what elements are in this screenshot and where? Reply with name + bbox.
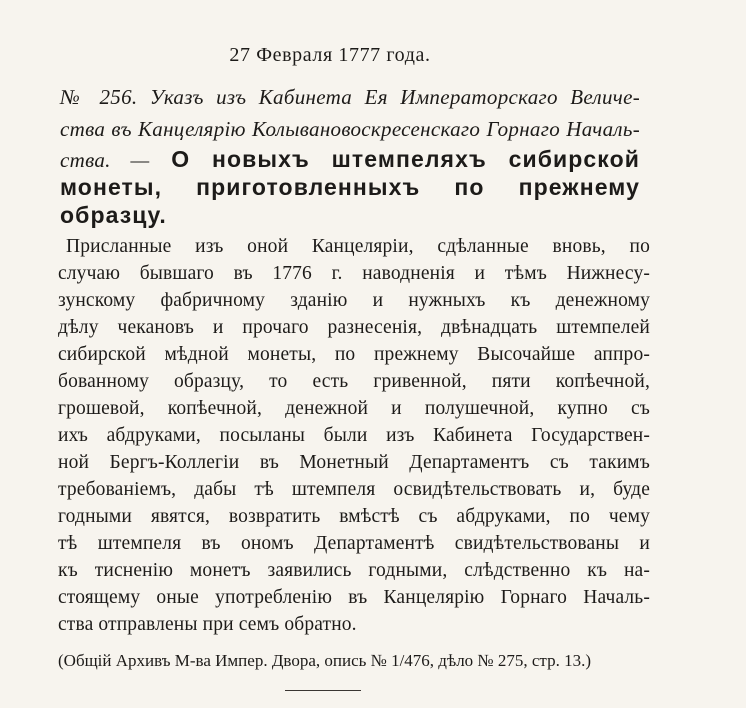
body-line-13: къ тисненію монетъ заявились годными, слѣдственно къ на- (58, 560, 650, 581)
body-line-4: дѣлу чекановъ и прочаго разнесенія, двѣнадцать штемпелей (58, 317, 650, 338)
section-divider (285, 690, 361, 691)
body-line-11: годными явятся, возвратить вмѣстѣ съ абдруками, по чему (58, 506, 650, 527)
decree-title-line-3: образцу. (60, 202, 167, 228)
body-line-5: сибирской мѣдной монеты, по прежнему Высочайше аппро- (58, 344, 650, 365)
decree-title-line-1 (60, 144, 640, 175)
body-line-2: случаю бывшаго въ 1776 г. наводненія и тѣмъ Нижнесу- (58, 263, 650, 284)
body-line-9: ной Бергъ-Коллегіи въ Монетный Департаментъ съ такимъ (58, 452, 650, 473)
decree-header-line-2: ства въ Канцелярію Колывановоскресенскаго Горнаго Началь- (60, 117, 640, 141)
body-line-10: требованіемъ, дабы тѣ штемпеля освидѣтельствовать и, буде (58, 479, 650, 500)
body-line-6: бованному образцу, то есть гривенной, пяти копѣечной, (58, 371, 650, 392)
body-line-12: тѣ штемпеля въ ономъ Департаментѣ свидѣтельствованы и (58, 533, 650, 554)
document-date: 27 Февраля 1777 года. (229, 44, 431, 66)
decree-header-line-1: № 256. Указъ изъ Кабинета Ея Императорскаго Величе- (60, 85, 640, 109)
body-line-14: стоящему оные употребленію въ Канцелярію Горнаго Началь- (58, 587, 650, 608)
body-line-15: ства отправлены при семъ обратно. (58, 614, 357, 635)
decree-header-line-3: ства. — (60, 148, 150, 172)
decree-title-text-1: О новыхъ штемпеляхъ сибирской (149, 146, 640, 172)
body-line-7: грошевой, копѣечной, денежной и полушечной, купно съ (58, 398, 650, 419)
body-line-1: Присланные изъ оной Канцеляріи, сдѣланные вновь, по (66, 236, 650, 257)
body-line-8: ихъ абдруками, посыланы были изъ Кабинета Государствен- (58, 425, 650, 446)
decree-title-line-2: монеты, приготовленныхъ по прежнему (60, 174, 640, 200)
archive-source-citation: (Общій Архивъ М-ва Импер. Двора, опись № 1/476, дѣло № 275, стр. 13.) (58, 651, 591, 670)
body-line-3: зунскому фабричному зданію и нужныхъ къ денежному (58, 290, 650, 311)
